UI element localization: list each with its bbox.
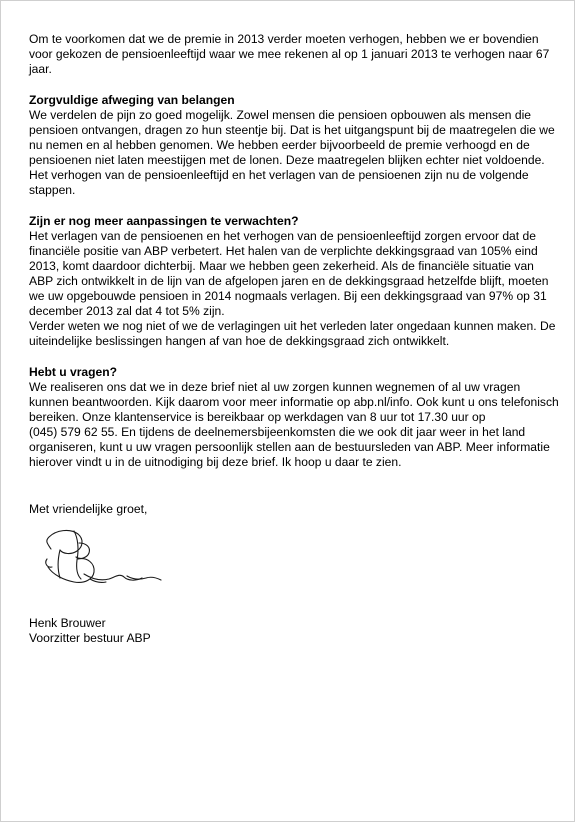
section-vragen-paragraph-1: We realiseren ons dat we in deze brief niet al uw zorgen kunnen wegnemen of al uw vragen kunnen beantwoorden. Kijk daarom voor meer informatie op abp.nl/info. Ook kunt u ons telefonisch bereiken. Onze klantenservice is bereikbaar op werkdagen van 8 uur tot 17.30 uur op <box>29 380 559 424</box>
paragraph-spacer <box>29 77 559 93</box>
paragraph-spacer <box>29 349 559 365</box>
paragraph-spacer <box>29 470 559 486</box>
section-vragen-paragraph-2: (045) 579 62 55. En tijdens de deelnemersbijeenkomsten die we ook dit jaar weer in het land organiseren, kunt u uw vragen persoonlijk stellen aan de bestuursleden van ABP. Meer informatie hierover vindt u in de uitnodiging bij deze brief. Ik hoop u daar te zien. <box>29 425 550 469</box>
section-afweging-paragraph: We verdelen de pijn zo goed mogelijk. Zowel mensen die pensioen opbouwen als mensen die pensioen ontvangen, dragen zo hun steentje bij. Dat is het uitgangspunt bij de maatregelen die we nu nemen en al hebben genomen. We hebben eerder bijvoorbeeld de premie verhoogd en de pensioenen niet laten meestijgen met de lonen. Deze maatregelen blijken echter niet voldoende. Het verhogen van de pensioenleeftijd en het verlagen van de pensioenen zijn nu de volgende stappen. <box>29 108 555 197</box>
section-heading-afweging: Zorgvuldige afweging van belangen <box>29 93 235 107</box>
handwritten-signature-icon <box>29 521 179 606</box>
signature-spacer <box>29 606 559 616</box>
paragraph-spacer <box>29 198 559 214</box>
signatory-title: Voorzitter bestuur ABP <box>29 631 151 645</box>
paragraph-spacer <box>29 486 559 502</box>
letter-body <box>29 32 559 646</box>
section-aanpassingen-paragraph-2: Verder weten we nog niet of we de verlagingen uit het verleden later ongedaan kunnen maken. De uiteindelijke beslissingen hangen af van hoe de dekkingsgraad zich ontwikkelt. <box>29 319 556 348</box>
closing-greeting: Met vriendelijke groet, <box>29 502 148 516</box>
section-aanpassingen-paragraph-1: Het verlagen van de pensioenen en het verhogen van de pensioenleeftijd zorgen ervoor dat de financiële positie van ABP verbetert. Het halen van de verplichte dekkingsgraad van 105% eind 2013, komt daardoor dichterbij. Maar we hebben geen zekerheid. Als de financiële situatie van ABP zich ontwikkelt in de lijn van de afgelopen jaren en de dekkingsgraad hetzelfde blijft, moeten we uw opgebouwde pensioen in 2014 nogmaals verlagen. Bij een dekkingsgraad van 97% op 31 december 2013 zal dat 4 tot 5% zijn. <box>29 229 549 318</box>
intro-paragraph: Om te voorkomen dat we de premie in 2013 verder moeten verhogen, hebben we er bovendien voor gekozen de pensioenleeftijd waar we mee rekenen al op 1 januari 2013 te verhogen naar 67 jaar. <box>29 32 550 76</box>
section-heading-vragen: Hebt u vragen? <box>29 365 118 379</box>
signatory-name: Henk Brouwer <box>29 616 106 630</box>
section-heading-aanpassingen: Zijn er nog meer aanpassingen te verwachten? <box>29 214 299 228</box>
